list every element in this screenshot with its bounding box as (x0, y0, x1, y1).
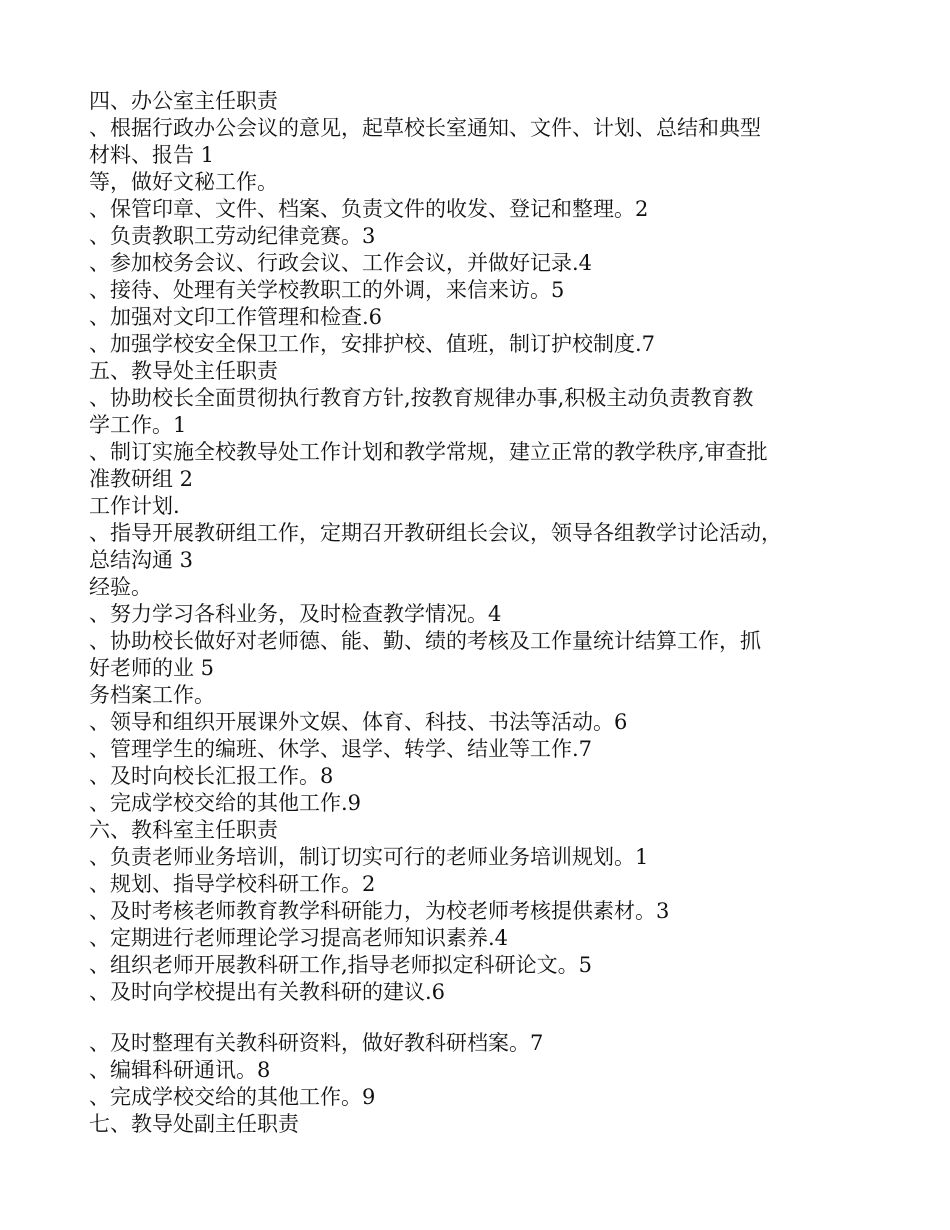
section-heading: 五、教导处主任职责 (89, 359, 278, 383)
text-line: 、及时考核老师教育教学科研能力，为校老师考核提供素材。3 (89, 899, 670, 923)
text-line: 、组织老师开展教科研工作,指导老师拟定科研论文。5 (89, 953, 593, 977)
text-line: 、管理学生的编班、休学、退学、转学、结业等工作.7 (89, 737, 593, 761)
text-line: 、保管印章、文件、档案、负责文件的收发、登记和整理。2 (89, 197, 649, 221)
text-line: 材料、报告 1 (89, 143, 215, 167)
text-line: 、定期进行老师理论学习提高老师知识素养.4 (89, 926, 509, 950)
text-line: 、加强学校安全保卫工作，安排护校、值班，制订护校制度.7 (89, 332, 656, 356)
text-line: 、完成学校交给的其他工作.9 (89, 791, 362, 815)
text-line: 准教研组 2 (89, 467, 194, 491)
text-line: 、负责教职工劳动纪律竞赛。3 (89, 224, 376, 248)
text-line: 、及时整理有关教科研资料，做好教科研档案。7 (89, 1031, 544, 1055)
text-line: 、完成学校交给的其他工作。9 (89, 1085, 376, 1109)
text-line: 、制订实施全校教导处工作计划和教学常规，建立正常的教学秩序,审查批 (89, 440, 768, 464)
text-line: 经验。 (89, 575, 152, 599)
text-line: 、指导开展教研组工作，定期召开教研组长会议，领导各组教学讨论活动， (89, 521, 782, 545)
text-line: 、编辑科研通讯。8 (89, 1058, 271, 1082)
text-line: 、及时向学校提出有关教科研的建议.6 (89, 980, 446, 1004)
text-line: 总结沟通 3 (89, 548, 194, 572)
text-line: 、参加校务会议、行政会议、工作会议，并做好记录.4 (89, 251, 593, 275)
section-heading: 七、教导处副主任职责 (89, 1112, 299, 1136)
text-line: 、协助校长做好对老师德、能、勤、绩的考核及工作量统计结算工作，抓 (89, 629, 761, 653)
text-line: 、加强对文印工作管理和检查.6 (89, 305, 383, 329)
text-line: 、接待、处理有关学校教职工的外调，来信来访。5 (89, 278, 565, 302)
text-line: 、努力学习各科业务，及时检查教学情况。4 (89, 602, 502, 626)
text-line: 工作计划. (89, 494, 180, 518)
text-line: 等，做好文秘工作。 (89, 170, 278, 194)
text-line: 学工作。1 (89, 413, 187, 437)
section-heading: 六、教科室主任职责 (89, 818, 278, 842)
text-line: 、规划、指导学校科研工作。2 (89, 872, 376, 896)
text-line: 务档案工作。 (89, 683, 215, 707)
text-line: 、根据行政办公会议的意见，起草校长室通知、文件、计划、总结和典型 (89, 116, 761, 140)
text-line: 、负责老师业务培训，制订切实可行的老师业务培训规划。1 (89, 845, 649, 869)
text-line: 、协助校长全面贯彻执行教育方针,按教育规律办事,积极主动负责教育教 (89, 386, 754, 410)
text-line: 好老师的业 5 (89, 656, 215, 680)
text-line: 、及时向校长汇报工作。8 (89, 764, 334, 788)
section-heading: 四、办公室主任职责 (89, 89, 278, 113)
text-line: 、领导和组织开展课外文娱、体育、科技、书法等活动。6 (89, 710, 628, 734)
